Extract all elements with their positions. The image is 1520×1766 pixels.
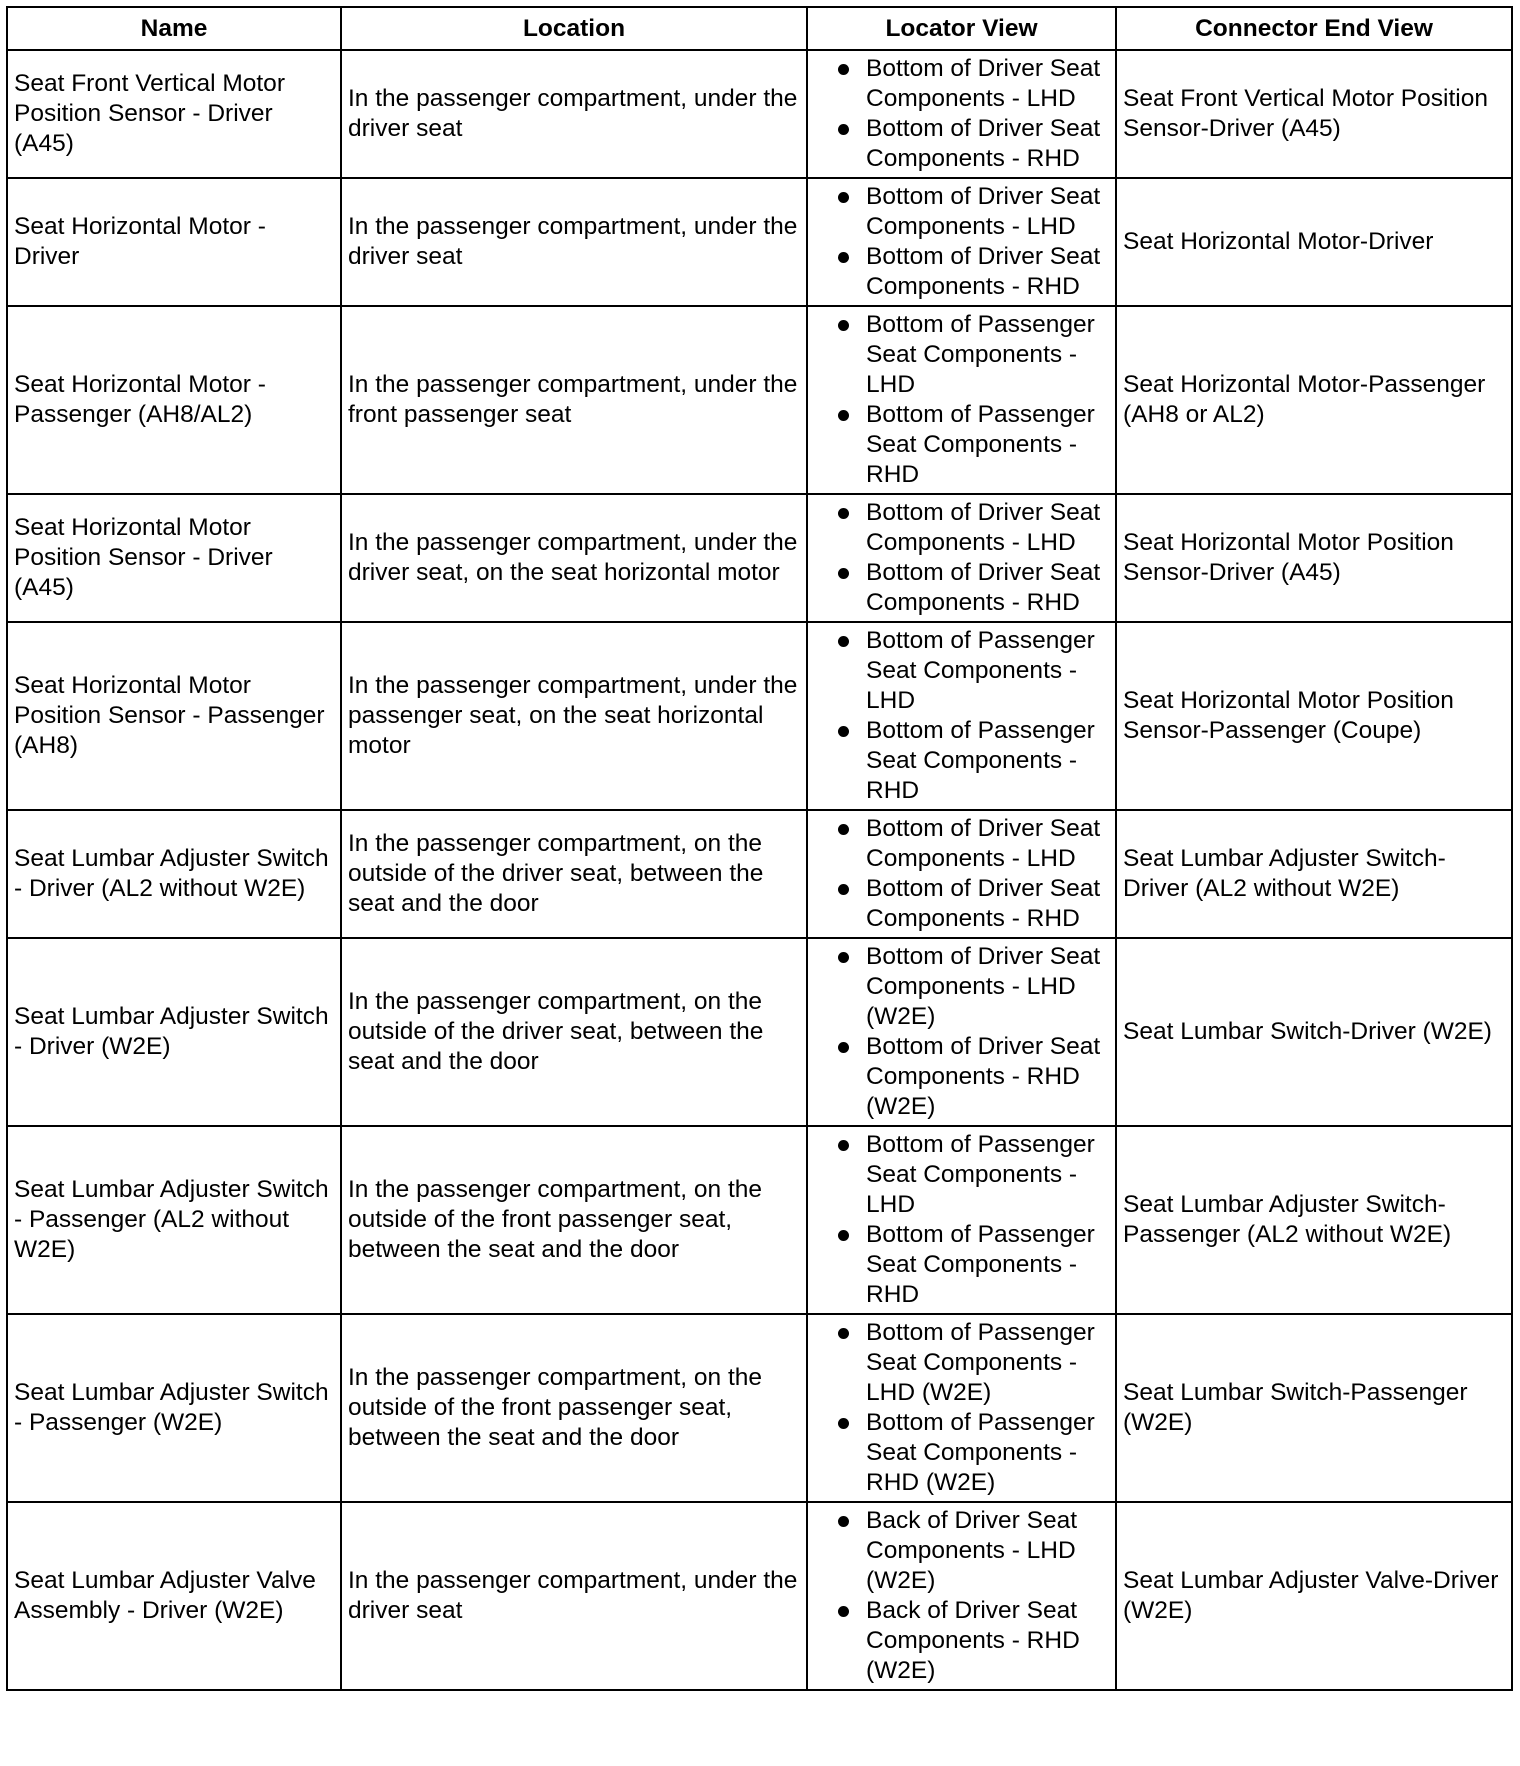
locator-view-cell bbox=[807, 1502, 1116, 1690]
bullet-icon bbox=[838, 1516, 849, 1527]
locator-view-text: Bottom of Passenger Seat Components - LHD bbox=[866, 311, 1095, 398]
locator-view-list bbox=[814, 1506, 1111, 1686]
locator-view-item bbox=[814, 54, 1111, 114]
location-cell: In the passenger compartment, under the driver seat bbox=[341, 50, 807, 178]
locator-view-item bbox=[814, 1130, 1111, 1220]
bullet-icon bbox=[838, 636, 849, 647]
component-name-cell: Seat Horizontal Motor - Driver bbox=[7, 178, 341, 306]
locator-view-text: Bottom of Driver Seat Components - LHD bbox=[866, 183, 1101, 240]
locator-view-cell bbox=[807, 50, 1116, 178]
locator-view-cell bbox=[807, 494, 1116, 622]
table-row bbox=[7, 1126, 1512, 1314]
component-name-cell: Seat Lumbar Adjuster Valve Assembly - Driver (W2E) bbox=[7, 1502, 341, 1690]
bullet-icon bbox=[838, 1328, 849, 1339]
header-name: Name bbox=[7, 7, 341, 50]
location-cell: In the passenger compartment, under the driver seat, on the seat horizontal motor bbox=[341, 494, 807, 622]
table-row bbox=[7, 494, 1512, 622]
locator-view-item bbox=[814, 716, 1111, 806]
bullet-icon bbox=[838, 320, 849, 331]
bullet-icon bbox=[838, 410, 849, 421]
bullet-icon bbox=[838, 1230, 849, 1241]
locator-view-text: Back of Driver Seat Components - LHD (W2E) bbox=[866, 1507, 1078, 1594]
location-cell: In the passenger compartment, on the outside of the driver seat, between the seat and the door bbox=[341, 810, 807, 938]
component-name-cell: Seat Front Vertical Motor Position Sensor - Driver (A45) bbox=[7, 50, 341, 178]
locator-view-item bbox=[814, 814, 1111, 874]
locator-view-item bbox=[814, 1032, 1111, 1122]
locator-view-item bbox=[814, 242, 1111, 302]
table-row bbox=[7, 938, 1512, 1126]
table-row bbox=[7, 1502, 1512, 1690]
bullet-icon bbox=[838, 1418, 849, 1429]
bullet-icon bbox=[838, 252, 849, 263]
locator-view-text: Bottom of Driver Seat Components - RHD bbox=[866, 243, 1101, 300]
location-cell: In the passenger compartment, under the driver seat bbox=[341, 1502, 807, 1690]
locator-view-text: Bottom of Passenger Seat Components - RHD bbox=[866, 401, 1095, 488]
connector-end-view-cell: Seat Horizontal Motor Position Sensor-Driver (A45) bbox=[1116, 494, 1512, 622]
locator-view-text: Back of Driver Seat Components - RHD (W2E) bbox=[866, 1597, 1080, 1684]
bullet-icon bbox=[838, 124, 849, 135]
locator-view-cell bbox=[807, 1126, 1116, 1314]
locator-view-item bbox=[814, 182, 1111, 242]
table-row bbox=[7, 306, 1512, 494]
connector-end-view-cell: Seat Lumbar Adjuster Valve-Driver (W2E) bbox=[1116, 1502, 1512, 1690]
locator-view-cell bbox=[807, 622, 1116, 810]
locator-view-text: Bottom of Driver Seat Components - LHD bbox=[866, 499, 1101, 556]
locator-view-text: Bottom of Passenger Seat Components - LHD (W2E) bbox=[866, 1319, 1095, 1406]
header-location: Location bbox=[341, 7, 807, 50]
locator-view-cell bbox=[807, 306, 1116, 494]
location-cell: In the passenger compartment, on the outside of the front passenger seat, between the seat and the door bbox=[341, 1314, 807, 1502]
locator-view-list bbox=[814, 498, 1111, 618]
locator-view-item bbox=[814, 1408, 1111, 1498]
connector-end-view-cell: Seat Lumbar Adjuster Switch-Passenger (AL2 without W2E) bbox=[1116, 1126, 1512, 1314]
locator-view-list bbox=[814, 1130, 1111, 1310]
locator-view-list bbox=[814, 310, 1111, 490]
locator-view-text: Bottom of Driver Seat Components - LHD bbox=[866, 815, 1101, 872]
locator-view-item bbox=[814, 1220, 1111, 1310]
location-cell: In the passenger compartment, on the outside of the front passenger seat, between the seat and the door bbox=[341, 1126, 807, 1314]
bullet-icon bbox=[838, 1042, 849, 1053]
location-cell: In the passenger compartment, under the passenger seat, on the seat horizontal motor bbox=[341, 622, 807, 810]
locator-view-cell bbox=[807, 938, 1116, 1126]
locator-view-text: Bottom of Driver Seat Components - RHD bbox=[866, 115, 1101, 172]
component-name-cell: Seat Lumbar Adjuster Switch - Passenger (AL2 without W2E) bbox=[7, 1126, 341, 1314]
locator-view-item bbox=[814, 942, 1111, 1032]
component-name-cell: Seat Lumbar Adjuster Switch - Passenger (W2E) bbox=[7, 1314, 341, 1502]
connector-end-view-cell: Seat Lumbar Switch-Driver (W2E) bbox=[1116, 938, 1512, 1126]
locator-view-list bbox=[814, 942, 1111, 1122]
table-row bbox=[7, 1314, 1512, 1502]
bullet-icon bbox=[838, 726, 849, 737]
bullet-icon bbox=[838, 824, 849, 835]
connector-end-view-cell: Seat Lumbar Switch-Passenger (W2E) bbox=[1116, 1314, 1512, 1502]
bullet-icon bbox=[838, 952, 849, 963]
locator-view-text: Bottom of Passenger Seat Components - LHD bbox=[866, 1131, 1095, 1218]
component-name-cell: Seat Horizontal Motor Position Sensor - Passenger (AH8) bbox=[7, 622, 341, 810]
locator-view-item bbox=[814, 874, 1111, 934]
bullet-icon bbox=[838, 192, 849, 203]
location-cell: In the passenger compartment, under the front passenger seat bbox=[341, 306, 807, 494]
locator-view-text: Bottom of Passenger Seat Components - LHD bbox=[866, 627, 1095, 714]
locator-view-cell bbox=[807, 1314, 1116, 1502]
header-row bbox=[7, 7, 1512, 50]
table-header bbox=[7, 7, 1512, 50]
locator-view-item bbox=[814, 498, 1111, 558]
component-locator-table bbox=[6, 6, 1513, 1691]
locator-view-text: Bottom of Passenger Seat Components - RHD bbox=[866, 1221, 1095, 1308]
locator-view-list bbox=[814, 626, 1111, 806]
header-locator-view: Locator View bbox=[807, 7, 1116, 50]
locator-view-text: Bottom of Driver Seat Components - RHD bbox=[866, 559, 1101, 616]
locator-view-text: Bottom of Driver Seat Components - LHD (W2E) bbox=[866, 943, 1101, 1030]
connector-end-view-cell: Seat Front Vertical Motor Position Sensor-Driver (A45) bbox=[1116, 50, 1512, 178]
locator-view-item bbox=[814, 1506, 1111, 1596]
locator-view-item bbox=[814, 558, 1111, 618]
table-row bbox=[7, 178, 1512, 306]
locator-view-item bbox=[814, 1318, 1111, 1408]
connector-end-view-cell: Seat Horizontal Motor-Passenger (AH8 or AL2) bbox=[1116, 306, 1512, 494]
locator-view-text: Bottom of Driver Seat Components - LHD bbox=[866, 55, 1101, 112]
table-row bbox=[7, 50, 1512, 178]
locator-view-item bbox=[814, 114, 1111, 174]
header-connector-end-view: Connector End View bbox=[1116, 7, 1512, 50]
bullet-icon bbox=[838, 1140, 849, 1151]
connector-end-view-cell: Seat Lumbar Adjuster Switch-Driver (AL2 without W2E) bbox=[1116, 810, 1512, 938]
bullet-icon bbox=[838, 508, 849, 519]
locator-view-item bbox=[814, 400, 1111, 490]
bullet-icon bbox=[838, 884, 849, 895]
locator-view-text: Bottom of Passenger Seat Components - RHD (W2E) bbox=[866, 1409, 1095, 1496]
location-cell: In the passenger compartment, under the driver seat bbox=[341, 178, 807, 306]
locator-view-item bbox=[814, 1596, 1111, 1686]
component-name-cell: Seat Lumbar Adjuster Switch - Driver (AL2 without W2E) bbox=[7, 810, 341, 938]
locator-view-list bbox=[814, 1318, 1111, 1498]
locator-view-item bbox=[814, 626, 1111, 716]
locator-view-list bbox=[814, 814, 1111, 934]
table-body bbox=[7, 50, 1512, 1690]
locator-view-text: Bottom of Driver Seat Components - RHD (W2E) bbox=[866, 1033, 1101, 1120]
table-row bbox=[7, 810, 1512, 938]
locator-view-cell bbox=[807, 178, 1116, 306]
connector-end-view-cell: Seat Horizontal Motor-Driver bbox=[1116, 178, 1512, 306]
component-name-cell: Seat Horizontal Motor - Passenger (AH8/AL2) bbox=[7, 306, 341, 494]
locator-view-list bbox=[814, 54, 1111, 174]
location-cell: In the passenger compartment, on the outside of the driver seat, between the seat and the door bbox=[341, 938, 807, 1126]
connector-end-view-cell: Seat Horizontal Motor Position Sensor-Passenger (Coupe) bbox=[1116, 622, 1512, 810]
component-name-cell: Seat Horizontal Motor Position Sensor - Driver (A45) bbox=[7, 494, 341, 622]
locator-view-item bbox=[814, 310, 1111, 400]
bullet-icon bbox=[838, 64, 849, 75]
bullet-icon bbox=[838, 568, 849, 579]
locator-view-list bbox=[814, 182, 1111, 302]
component-name-cell: Seat Lumbar Adjuster Switch - Driver (W2E) bbox=[7, 938, 341, 1126]
table-row bbox=[7, 622, 1512, 810]
locator-view-text: Bottom of Driver Seat Components - RHD bbox=[866, 875, 1101, 932]
locator-view-text: Bottom of Passenger Seat Components - RHD bbox=[866, 717, 1095, 804]
locator-view-cell bbox=[807, 810, 1116, 938]
bullet-icon bbox=[838, 1606, 849, 1617]
